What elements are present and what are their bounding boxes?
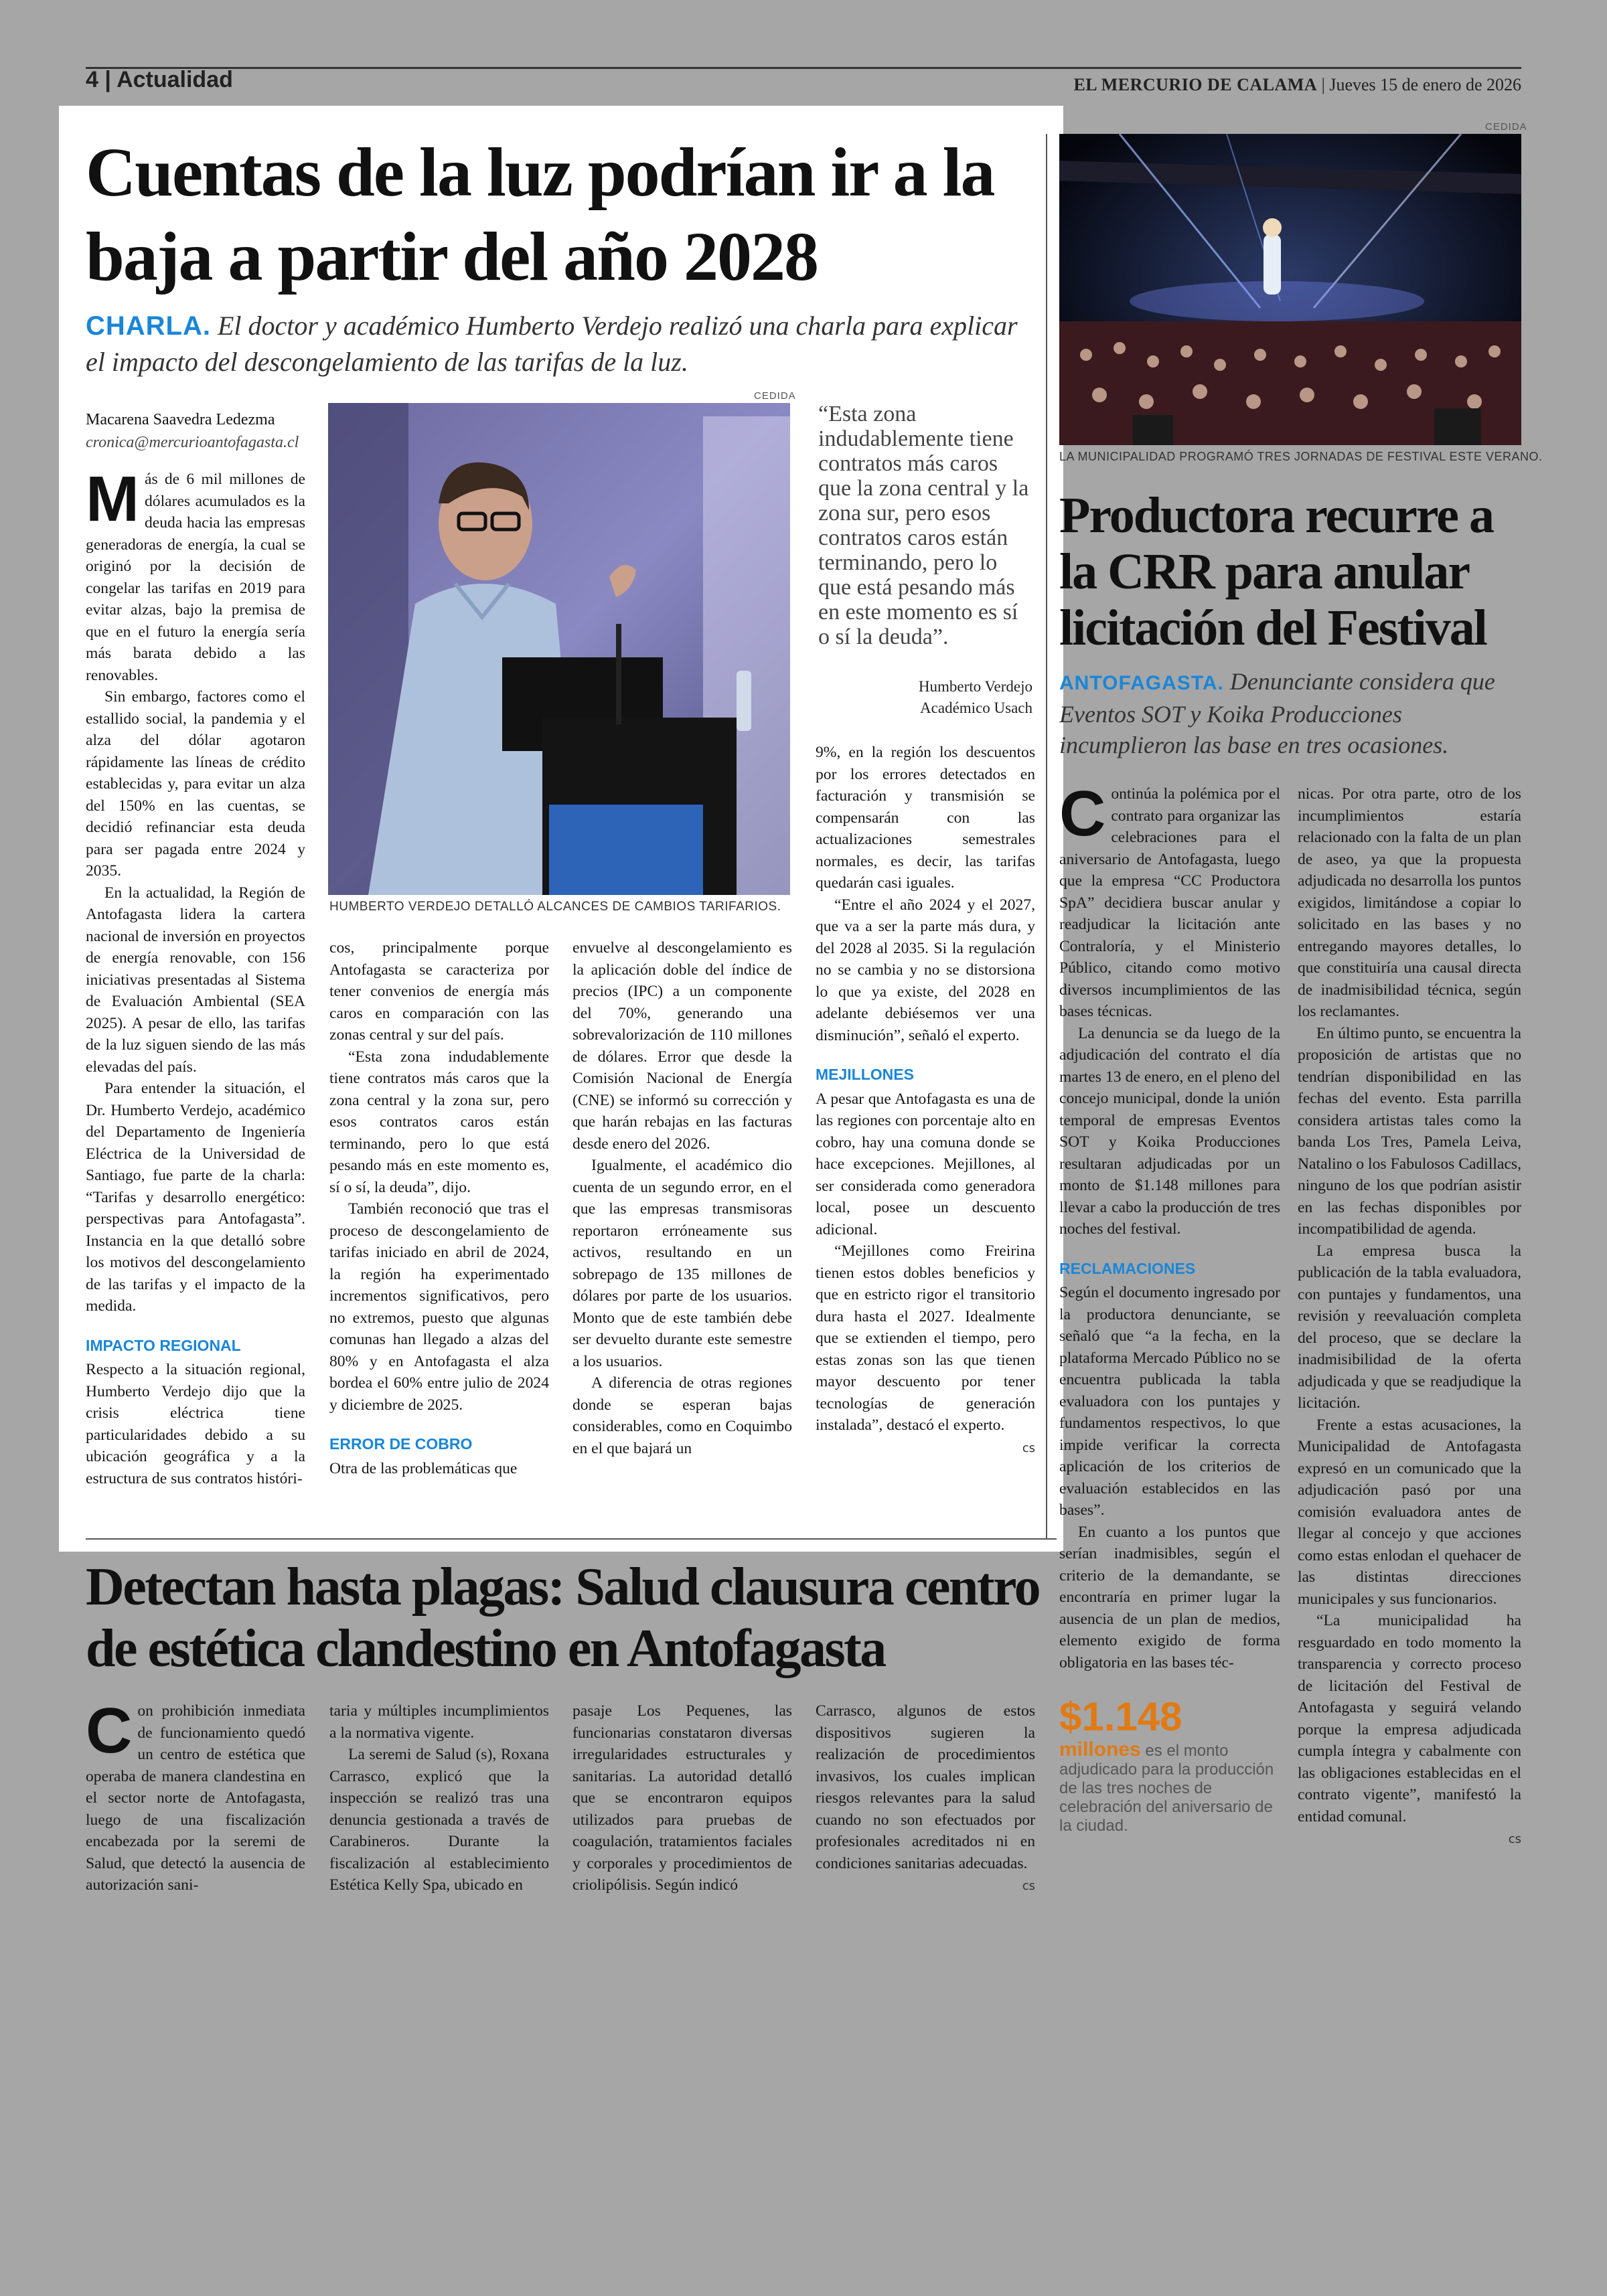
stat-text: es el monto adjudicado para la producción de las tres noches de celebración del aniversario de la ciudad. (1059, 1742, 1274, 1835)
paragraph: ás de 6 mil millones de dólares acumulados es la deuda hacia las empresas generadoras de energía, la cual se originó por la decisión de congelar las tarifas en 2019 para evitar alzas, bajo la premisa de que en el futuro la energía sería más barata debido a las renovables. (86, 471, 305, 684)
main-kicker-label: CHARLA. (86, 311, 211, 341)
paragraph: La empresa busca la publicación de la tabla evaluadora, con puntajes y fundamentos, una revisión y reevaluación completa del proceso, que se declare la inadmisibilidad de la oferta adjudicada y que se readjudique la licitación. (1298, 1242, 1521, 1412)
bottom-headline: Detectan hasta plagas: Salud clausura centro de estética clandestino en Antofagasta (86, 1558, 1040, 1678)
paragraph: Respecto a la situación regional, Humberto Verdejo dijo que la crisis eléctrica tiene particularidades debido a su ubicación geográfica y a la estructura de sus contratos históri- (86, 1361, 305, 1487)
header-rule (86, 67, 1521, 69)
side-photo-credit: CEDIDA (1485, 121, 1527, 133)
paragraph: En último punto, se encuentra la proposición de artistas que no tendrían disponibilidad en las fechas del evento. Esta parrilla considera artistas tales como la banda Los Tres, Pamela Leiva, Natalino o los Fabulosos Cadillacs, ninguno de los que podrían asistir en las fechas disponibles por incompatibilidad de agenda. (1298, 1024, 1521, 1238)
paragraph: La seremi de Salud (s), Roxana Carrasco, explicó que la inspección se realizó tras una denuncia gestionada a través de Carabineros. Durante la fiscalización al establecimiento Estética Kelly Spa, ubicado en (329, 1746, 549, 1894)
subheading: ERROR DE COBRO (329, 1435, 473, 1453)
main-column-2 (329, 937, 549, 1479)
issue-date: Jueves 15 de enero de 2026 (1329, 75, 1521, 94)
byline (86, 408, 299, 454)
bottom-section-rule (86, 1538, 1057, 1540)
bottom-column-3 (572, 1700, 792, 1896)
paragraph: Según el documento ingresado por la productora denunciante, se señaló que “a la fecha, en la plataforma Mercado Público no se encuentra publicada la tabla evaluadora con los puntajes y fundamentos respectivos, lo que impide verificar la correcta aplicación de los criterios de evaluación establecidos en las bases”. (1059, 1284, 1280, 1519)
paragraph: pasaje Los Pequenes, las funcionarias constataron diversas irregularidades estructurales y sanitarias. La autoridad detalló que se encontraron equipos utilizados para pruebas de coagulación, tratamientos faciales y corporales y procedimientos de criolipólisis. Según indicó (572, 1702, 792, 1894)
paragraph: envuelve al descongelamiento es la aplicación doble del índice de precios (IPC) a un componente del 70%, generando una sobrevalorización de 110 millones de dólares. Error que desde la Comisión Nacional de Energía (CNE) se informó su corrección y que harán rebajas en las facturas desde enero del 2026. (572, 939, 792, 1153)
paragraph: “Esta zona indudablemente tiene contratos más caros que la zona central y la zona sur, pero esos contratos caros están terminando, pero lo que está pesando más en este momento es, sí o sí, la deuda”, dijo. (329, 1048, 549, 1196)
festival-photo (1059, 134, 1521, 445)
side-headline: Productora recurre a la CRR para anular licitación del Festival (1059, 487, 1494, 656)
paragraph: A diferencia de otras regiones donde se esperan bajas considerables, como en Coquimbo en el que bajará un (572, 1374, 792, 1457)
bottom-column-1 (86, 1695, 305, 1896)
side-drop-cap: C (1059, 778, 1106, 849)
stat-unit: millones (1059, 1738, 1141, 1760)
author-name: Macarena Saavedra Ledezma (86, 411, 275, 428)
page-header-right: EL MERCURIO DE CALAMA | Jueves 15 de enero de 2026 (1073, 75, 1521, 94)
section-name: Actualidad (117, 67, 233, 92)
side-photo-caption: LA MUNICIPALIDAD PROGRAMÓ TRES JORNADAS DE FESTIVAL ESTE VERANO. (1059, 450, 1543, 463)
bottom-column-2 (329, 1700, 549, 1896)
side-column-2 (1298, 783, 1521, 1851)
paragraph: nicas. Por otra parte, otro de los incumplimientos estaría relacionado con la falta de un plan de aseo, ya que la propuesta adjudicada no desarrolla los puntos exigidos, limitándose a copiar lo solicitado en las bases y no entregando mayores detalles, lo que constituiría una causal directa de inadmisibilidad técnica, según los reclamantes. (1298, 785, 1521, 1020)
paragraph: La denuncia se da luego de la adjudicación del contrato el día martes 13 de enero, en el pleno del concejo municipal, donde la unión temporal de empresas Eventos SOT y Koika Producciones resultaran adjudicadas por un monto de $1.148 millones para llevar a cabo la producción de tres noches del festival. (1059, 1024, 1280, 1238)
end-mark-icon: cs (1022, 1441, 1035, 1455)
stat-box (1059, 1694, 1280, 1835)
paragraph: “Entre el año 2024 y el 2027, que va a ser la parte más dura, y del 2028 al 2035. Si la regulación no se cambia y no se distorsiona lo que ya existe, del 2028 en adelante debiésemos ver una disminución”, señaló el experto. (816, 896, 1035, 1044)
paragraph: “Mejillones como Freirina tienen estos dobles beneficios y que en estricto rigor el transitorio dura hasta el 2027. Idealmente que se extienden el tiempo, pero estas zonas son las que tienen mayor descuento por tener tecnologías de generación instalada”, destacó el experto. (816, 1242, 1035, 1434)
subheading: MEJILLONES (816, 1066, 914, 1083)
paragraph: 9%, en la región los descuentos por los errores detectados en facturación y transmisión se compensarán con las actualizaciones semestrales normales, es decir, las tarifas quedarán casi iguales. (816, 744, 1035, 892)
main-column-1 (86, 463, 305, 1489)
paragraph: Igualmente, el académico dio cuenta de un segundo error, en el que las empresas transmisoras reportaron erróneamente sus activos, resultando en un sobrepago de 135 millones de dólares por parte de los usuarios. Monto que de este también debe ser devuelto durante este semestre a los usuarios. (572, 1157, 792, 1370)
end-mark-icon: cs (1022, 1879, 1035, 1893)
stat-value: $1.148 (1059, 1694, 1182, 1739)
main-column-4 (816, 742, 1035, 1459)
paragraph: Frente a estas acusaciones, la Municipalidad de Antofagasta expresó en un comunicado que la adjudicación pasó por una comisión evaluadora antes de llegar al concejo y que acciones como estas enlodan el quehacer de las distintas direcciones municipales y sus funcionarios. (1298, 1416, 1521, 1608)
end-mark-icon: cs (1508, 1832, 1521, 1846)
subheading: RECLAMACIONES (1059, 1259, 1196, 1277)
side-kicker-text: Denunciante considera que Eventos SOT y Koika Producciones incumplieron las base en tres ocasiones. (1059, 668, 1495, 758)
paragraph: taria y múltiples incumplimientos a la normativa vigente. (329, 1702, 549, 1742)
quote-attribution (919, 676, 1032, 719)
main-column-3 (572, 937, 792, 1459)
newspaper-name: EL MERCURIO DE CALAMA (1073, 75, 1318, 94)
column-divider (1046, 134, 1047, 1540)
author-email[interactable]: cronica@mercurioantofagasta.cl (86, 434, 299, 451)
quote-author: Humberto Verdejo (918, 678, 1032, 695)
paragraph: ontinúa la polémica por el contrato para organizar las celebraciones para el aniversario de Antofagasta, luego que la empresa “CC Productora SpA” decidiera buscar anular y readjudicar la licitación ante Contraloría, y el Ministerio Público, citando como motivo diversos incumplimientos de las bases técnicas. (1059, 785, 1280, 1020)
paragraph: Para entender la situación, el Dr. Humberto Verdejo, académico del Departamento de Ingeniería Eléctrica de la Universidad de Santiago, fue parte de la charla: “Tarifas y desarrollo energético: perspectivas para Antofagasta”. Instancia en la que detalló sobre los motivos del descongelamiento de las tarifas y el impacto de la medida. (86, 1080, 305, 1315)
paragraph: En cuanto a los puntos que serían inadmisibles, según el criterio de la demandante, se encontraría en primer lugar la ausencia de un plan de medios, elemento exigido de forma obligatoria en las bases téc- (1059, 1523, 1280, 1671)
paragraph: Carrasco, algunos de estos dispositivos sugieren la realización de procedimientos invasivos, los cuales implican riesgos relevantes para la salud cuando no son efectuados por profesionales acreditados ni en condiciones sanitarias adecuadas. (816, 1702, 1035, 1872)
photo-caption: HUMBERTO VERDEJO DETALLÓ ALCANCES DE CAMBIOS TARIFARIOS. (329, 900, 781, 914)
quote-role: Académico Usach (920, 700, 1032, 716)
paragraph: Otra de las problemáticas que (329, 1459, 518, 1477)
page-number: 4 (86, 67, 98, 92)
speaker-photo (328, 403, 790, 895)
side-column-1 (1059, 778, 1280, 1835)
subheading: IMPACTO REGIONAL (86, 1336, 241, 1354)
side-kicker-label: ANTOFAGASTA. (1059, 672, 1224, 694)
paragraph: Sin embargo, factores como el estallido social, la pandemia y el alza del dólar agotaron rápidamente las líneas de crédito establecidas y, para evitar un alza del 150% en las cuentas, se decidió refinanciar esta deuda para ser pagada entre 2024 y 2035. (86, 688, 305, 880)
paragraph: A pesar que Antofagasta es una de las regiones con porcentaje alto en cobro, hay una comuna donde se hace excepciones. Mejillones, al ser considerada como generadora local, posee un descuento adicional. (816, 1090, 1035, 1238)
page-header-left: 4 | Actualidad (86, 67, 233, 92)
main-kicker (86, 308, 1037, 380)
photo-credit: CEDIDA (754, 390, 796, 402)
main-headline: Cuentas de la luz podrían ir a la baja a partir del año 2028 (86, 134, 994, 295)
bottom-column-4 (816, 1700, 1035, 1898)
paragraph: En la actualidad, la Región de Antofagasta lidera la cartera nacional de inversión en proyectos de energía renovable, con 156 iniciativas presentadas al Sistema de Evaluación Ambiental (SEA 2025). A pesar de ello, las tarifas de la luz siguen siendo de las más elevadas del país. (86, 884, 305, 1076)
main-kicker-text: El doctor y académico Humberto Verdejo realizó una charla para explicar el impacto del descongelamiento de las tarifas de la luz. (86, 311, 1018, 377)
paragraph: cos, principalmente porque Antofagasta se caracteriza por tener convenios de energía más caros en comparación con las zonas central y sur del país. (329, 939, 549, 1044)
pull-quote: “Esta zona indudablemente tiene contratos más caros que la zona central y la zona sur, pero esos contratos caros están terminando, pero lo que está pesando más en este momento es sí o sí la deuda”. (818, 402, 1029, 649)
paragraph: También reconoció que tras el proceso de descongelamiento de tarifas iniciado en abril de 2024, la región ha experimentado incrementos significativos, pero no extremos, puesto que algunas comunas han llegado a alzas del 80% y en Antofagasta el alza bordea el 60% entre julio de 2024 y diciembre de 2025. (329, 1200, 549, 1414)
side-kicker (1059, 666, 1528, 760)
paragraph: on prohibición inmediata de funcionamiento quedó un centro de estética que operaba de manera clandestina en el sector norte de Antofagasta, luego de una fiscalización encabezada por la seremi de Salud, que detectó la ausencia de autorización sani- (86, 1702, 305, 1894)
festival-photo-illustration (1059, 134, 1521, 445)
drop-cap: M (86, 463, 139, 535)
speaker-photo-illustration (328, 403, 790, 895)
paragraph: “La municipalidad ha resguardado en todo momento la transparencia y correcto proceso de licitación del Festival de Antofagasta y seguirá velando porque la empresa adjudicada cumpla íntegra y cabalmente con las obligaciones establecidas en el contrato vigente”, manifestó la entidad comunal. (1298, 1612, 1521, 1825)
bottom-drop-cap: C (86, 1695, 133, 1767)
